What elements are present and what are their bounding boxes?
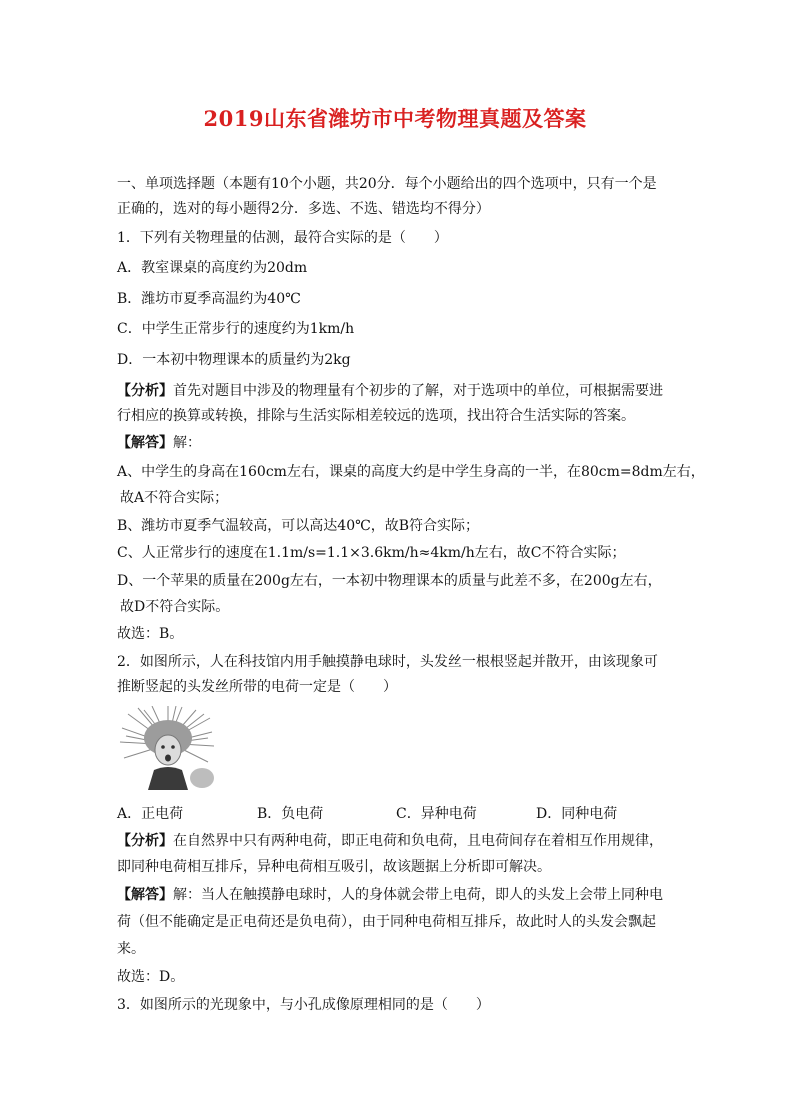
question-2-stem-cont: 推断竖起的头发丝所带的电荷一定是（ ）	[117, 679, 397, 695]
question-3-stem: 3．如图所示的光现象中，与小孔成像原理相同的是（ ）	[117, 997, 490, 1013]
question-1-answer-c: C、人正常步行的速度在1.1m/s=1.1×3.6km/h≈4km/h左右，故C不符合实际；	[117, 545, 626, 561]
question-2-analysis	[117, 831, 663, 851]
answer-head-text: 解：	[173, 435, 201, 451]
answer-tag: 【解答】	[117, 435, 173, 451]
question-2-answer-cont-1: 荷（但不能确定是正电荷还是负电荷），由于同种电荷相互排斥，故此时人的头发会飘起	[117, 914, 656, 930]
analysis-tag: 【分析】	[117, 833, 173, 849]
question-2-choice: 故选：D。	[117, 969, 185, 985]
section-header-line-1: 一、单项选择题（本题有10个小题，共20分．每个小题给出的四个选项中，只有一个是	[117, 176, 657, 192]
question-1-option-d: D．一本初中物理课本的质量约为2kg	[117, 352, 351, 368]
question-1-stem: 1．下列有关物理量的估测，最符合实际的是（ ）	[117, 230, 448, 246]
question-2-option-c: C．异种电荷	[396, 806, 477, 822]
analysis-tag: 【分析】	[117, 383, 173, 399]
question-1-choice: 故选：B。	[117, 626, 184, 642]
analysis-text: 首先对题目中涉及的物理量有个初步的了解，对于选项中的单位，可根据需要进	[173, 383, 663, 399]
page-title: 2019山东省潍坊市中考物理真题及答案	[203, 106, 587, 131]
question-2-option-b: B．负电荷	[257, 806, 324, 822]
question-1-answer-a-cont: 故A不符合实际；	[120, 490, 229, 506]
section-header-line-2: 正确的，选对的每小题得2分．多选、不选、错选均不得分）	[117, 201, 490, 217]
question-1-answer-d: D、一个苹果的质量在200g左右，一本初中物理课本的质量与此差不多，在200g左右，	[117, 573, 662, 589]
question-2-option-a: A．正电荷	[117, 806, 184, 822]
question-2-option-d: D．同种电荷	[536, 806, 618, 822]
question-1-option-b: B．潍坊市夏季高温约为40℃	[117, 291, 301, 307]
question-1-answer-a: A、中学生的身高在160cm左右，课桌的高度大约是中学生身高的一半，在80cm=8dm左右，	[117, 464, 705, 480]
question-1-answer-head	[117, 433, 201, 453]
question-1-option-c: C．中学生正常步行的速度约为1km/h	[117, 321, 355, 337]
answer-tag: 【解答】	[117, 887, 173, 903]
question-1-analysis	[117, 381, 663, 401]
question-1-answer-b: B、潍坊市夏季气温较高，可以高达40℃，故B符合实际；	[117, 518, 480, 534]
analysis-text: 在自然界中只有两种电荷，即正电荷和负电荷，且电荷间存在着相互作用规律，	[173, 833, 663, 849]
question-2-stem: 2．如图所示，人在科技馆内用手触摸静电球时，头发丝一根根竖起并散开，由该现象可	[117, 654, 658, 670]
static-electricity-hair-figure	[118, 706, 214, 790]
question-2-answer	[117, 885, 663, 905]
question-1-answer-d-cont: 故D不符合实际。	[120, 599, 230, 615]
question-1-analysis-cont: 行相应的换算或转换，排除与生活实际相差较远的选项，找出符合生活实际的答案。	[117, 408, 635, 424]
question-2-analysis-cont: 即同种电荷相互排斥，异种电荷相互吸引，故该题据上分析即可解决。	[117, 859, 551, 875]
question-2-answer-cont-2: 来。	[117, 941, 145, 957]
question-1-option-a: A．教室课桌的高度约为20dm	[117, 260, 308, 276]
answer-text: 解：当人在触摸静电球时，人的身体就会带上电荷，即人的头发上会带上同种电	[173, 887, 663, 903]
